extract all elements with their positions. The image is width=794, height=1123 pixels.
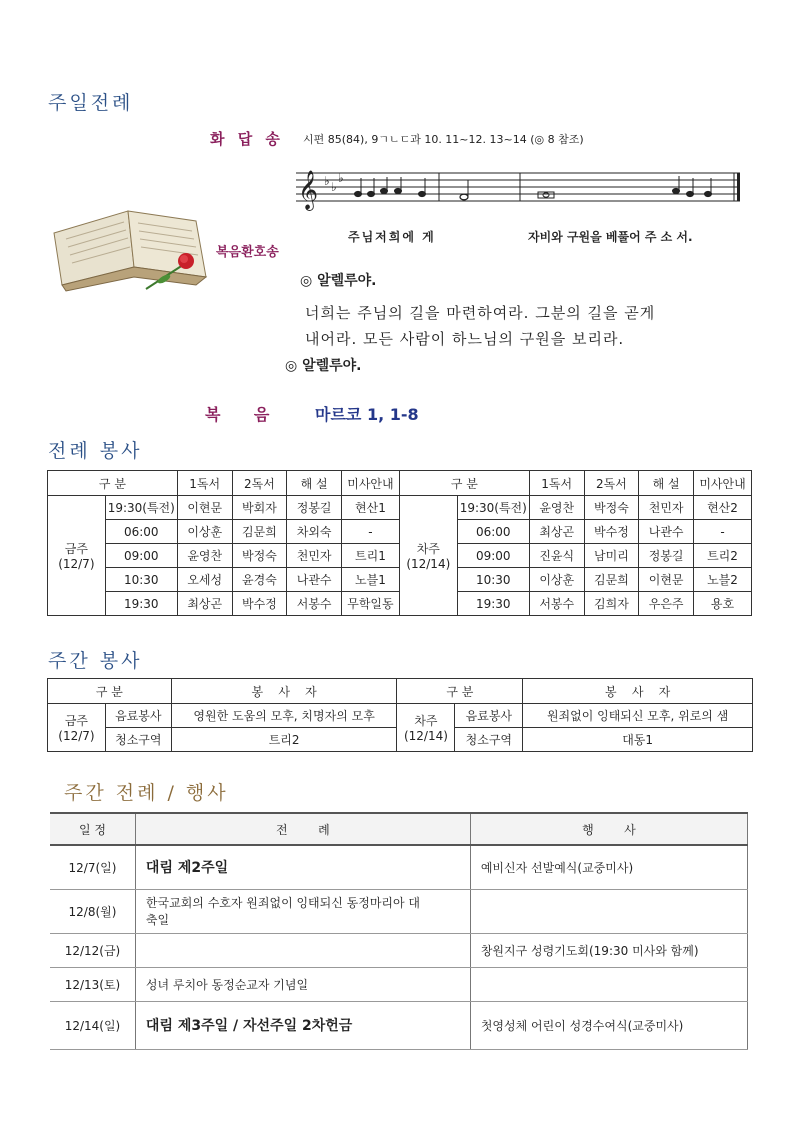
reader-2: 박수정 [232, 592, 287, 616]
service-type: 음료봉사 [105, 704, 171, 728]
service-group: 영원한 도움의 모후, 치명자의 모후 [171, 704, 397, 728]
event-cell: 창원지구 성령기도회(19:30 미사와 함께) [470, 933, 747, 967]
liturgy-cell: 성녀 루치아 동정순교자 기념일 [135, 967, 470, 1001]
this-week-label: 금주 [64, 714, 89, 728]
table-row [50, 889, 748, 933]
mass-guide: 노블1 [342, 568, 400, 592]
this-week-cell [48, 704, 106, 752]
responsorial-ref: 시편 85(84), 9ㄱㄴㄷ과 10. 11~12. 13~14 (◎ 8 참조) [303, 133, 584, 146]
reader-1: 윤영찬 [529, 496, 584, 520]
commentator: 정봉길 [287, 496, 342, 520]
reader-1: 진윤식 [529, 544, 584, 568]
table-row [50, 845, 748, 889]
table-row [50, 933, 748, 967]
bible-rose-illustration [46, 193, 216, 293]
mass-guide: 현산1 [342, 496, 400, 520]
next-week-date: (12/14) [403, 729, 448, 743]
commentator: 정봉길 [639, 544, 694, 568]
service-type: 청소구역 [105, 728, 171, 752]
mass-guide: 용호 [694, 592, 752, 616]
next-week-label: 차주 [414, 714, 438, 728]
responsorial-label: 화 답 송 [210, 130, 284, 148]
weekly-service-header-row [48, 679, 753, 704]
reader-1: 오세성 [177, 568, 232, 592]
mass-guide: 노블2 [694, 568, 752, 592]
this-week-date: (12/7) [58, 557, 95, 571]
header-reading-2: 2독서 [232, 471, 287, 496]
mass-time: 06:00 [457, 520, 529, 544]
next-week-date: (12/14) [406, 557, 451, 571]
commentator: 서봉수 [287, 592, 342, 616]
reader-1: 최상곤 [529, 520, 584, 544]
acclamation-line-1: 너희는 주님의 길을 마련하여라. 그분의 길을 곧게 [305, 304, 656, 322]
next-week-cell [399, 496, 457, 616]
service-type: 청소구역 [455, 728, 523, 752]
header-reading-2: 2독서 [584, 471, 639, 496]
header-events: 행 사 [470, 813, 747, 845]
header-division: 구 분 [48, 679, 172, 704]
commentator: 우은주 [639, 592, 694, 616]
liturgy-cell: 한국교회의 수호자 원죄없이 잉태되신 동정마리아 대축일 [135, 889, 470, 933]
svg-text:♭: ♭ [338, 171, 344, 185]
mass-time: 06:00 [105, 520, 177, 544]
mass-time: 09:00 [457, 544, 529, 568]
lyrics-left: 주님저희에 게 [348, 230, 436, 244]
table-row [50, 967, 748, 1001]
this-week-cell [48, 496, 106, 616]
reader-2: 박정숙 [584, 496, 639, 520]
commentator: 나관수 [639, 520, 694, 544]
commentator: 천민자 [287, 544, 342, 568]
section-title-liturgy-service: 전례 봉사 [48, 440, 143, 462]
mass-time: 19:30 [457, 592, 529, 616]
event-date: 12/7(일) [50, 845, 135, 889]
reader-2: 윤경숙 [232, 568, 287, 592]
reader-1: 이현문 [177, 496, 232, 520]
event-date: 12/8(월) [50, 889, 135, 933]
event-date: 12/13(토) [50, 967, 135, 1001]
event-cell: 예비신자 선발예식(교중미사) [470, 845, 747, 889]
mass-time: 10:30 [457, 568, 529, 592]
mass-guide: - [342, 520, 400, 544]
reader-2: 김희자 [584, 592, 639, 616]
header-mass-guide: 미사안내 [694, 471, 752, 496]
liturgy-cell [135, 933, 470, 967]
event-date: 12/14(일) [50, 1001, 135, 1049]
reader-2: 김문희 [584, 568, 639, 592]
mass-guide: - [694, 520, 752, 544]
gospel-reference: 마르코 1, 1-8 [315, 405, 419, 424]
mass-time: 19:30 [105, 592, 177, 616]
reader-2: 박수정 [584, 520, 639, 544]
table-row [48, 496, 752, 520]
commentator: 이현문 [639, 568, 694, 592]
acclamation-label: 복음환호송 [216, 245, 279, 260]
svg-text:♭: ♭ [331, 180, 337, 194]
header-division: 구 분 [397, 679, 523, 704]
mass-guide: 무학일동 [342, 592, 400, 616]
event-cell: 첫영성체 어린이 성경수여식(교중미사) [470, 1001, 747, 1049]
header-volunteers: 봉 사 자 [171, 679, 397, 704]
event-cell [470, 967, 747, 1001]
liturgy-service-table [47, 470, 752, 616]
reader-1: 이상훈 [177, 520, 232, 544]
service-group: 트리2 [171, 728, 397, 752]
commentator: 나관수 [287, 568, 342, 592]
commentator: 천민자 [639, 496, 694, 520]
weekly-events-table [50, 812, 748, 1050]
header-liturgy: 전 례 [135, 813, 470, 845]
header-division: 구 분 [48, 471, 178, 496]
reader-1: 서봉수 [529, 592, 584, 616]
section-title-weekly-events: 주간 전례 / 행사 [64, 782, 229, 804]
header-date: 일 정 [50, 813, 135, 845]
service-group: 대동1 [523, 728, 753, 752]
section-title-weekly-service: 주간 봉사 [48, 650, 143, 672]
this-week-date: (12/7) [58, 729, 95, 743]
header-mass-guide: 미사안내 [342, 471, 400, 496]
weekly-events-header-row [50, 813, 748, 845]
svg-text:♭: ♭ [324, 174, 330, 188]
alleluia-1: ◎ 알렐루야. [300, 273, 377, 289]
liturgy-cell: 대림 제3주일 / 자선주일 2차헌금 [135, 1001, 470, 1049]
acclamation-line-2: 내어라. 모든 사람이 하느님의 구원을 보리라. [305, 330, 625, 348]
alleluia-2: ◎ 알렐루야. [285, 358, 362, 374]
reader-2: 김문희 [232, 520, 287, 544]
table-row [50, 1001, 748, 1049]
event-cell [470, 889, 747, 933]
mass-time: 19:30(특전) [457, 496, 529, 520]
mass-time: 19:30(특전) [105, 496, 177, 520]
header-reading-1: 1독서 [177, 471, 232, 496]
reader-2: 박회자 [232, 496, 287, 520]
header-commentary: 해 설 [639, 471, 694, 496]
this-week-label: 금주 [64, 542, 88, 556]
mass-guide: 트리2 [694, 544, 752, 568]
mass-time: 10:30 [105, 568, 177, 592]
liturgy-cell: 대림 제2주일 [135, 845, 470, 889]
svg-text:𝄞: 𝄞 [298, 170, 319, 210]
reader-2: 박정숙 [232, 544, 287, 568]
lyrics-right: 자비와 구원을 베풀어 주 소 서. [528, 230, 693, 244]
music-staff [296, 163, 742, 219]
gospel-label: 복 음 [205, 405, 270, 424]
mass-guide: 트리1 [342, 544, 400, 568]
mass-time: 09:00 [105, 544, 177, 568]
header-division: 구 분 [399, 471, 529, 496]
section-title-sunday-liturgy: 주일전례 [48, 92, 134, 114]
reader-1: 윤영찬 [177, 544, 232, 568]
header-commentary: 해 설 [287, 471, 342, 496]
reader-2: 남미리 [584, 544, 639, 568]
mass-guide: 현산2 [694, 496, 752, 520]
table-row [48, 704, 753, 728]
header-reading-1: 1독서 [529, 471, 584, 496]
reader-1: 이상훈 [529, 568, 584, 592]
commentator: 차외숙 [287, 520, 342, 544]
service-type: 음료봉사 [455, 704, 523, 728]
liturgy-header-row [48, 471, 752, 496]
reader-1: 최상곤 [177, 592, 232, 616]
weekly-service-table [47, 678, 753, 752]
service-group: 원죄없이 잉태되신 모후, 위로의 샘 [523, 704, 753, 728]
header-volunteers: 봉 사 자 [523, 679, 753, 704]
next-week-cell [397, 704, 455, 752]
next-week-label: 차주 [416, 542, 440, 556]
event-date: 12/12(금) [50, 933, 135, 967]
